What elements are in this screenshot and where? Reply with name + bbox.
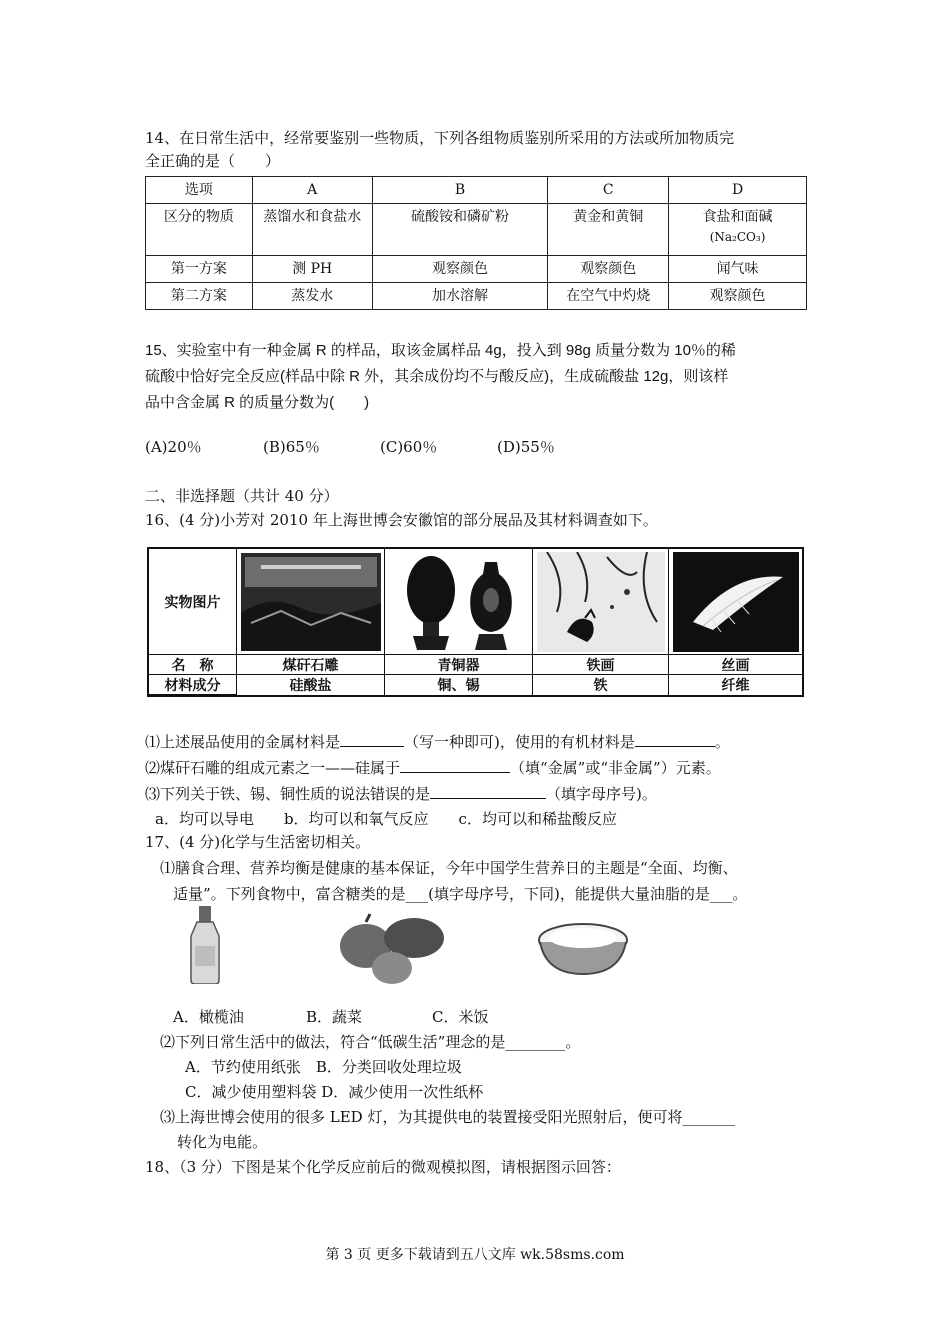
vegetables-image <box>336 910 448 988</box>
q17-intro: 17、(4 分)化学与生活密切相关。 <box>145 833 371 851</box>
table-cell: 硫酸铵和磷矿粉 <box>372 204 548 256</box>
q17-part2-options-2: C．减少使用塑料袋 D．减少使用一次性纸杯 <box>185 1083 484 1101</box>
row-label-name: 名 称 <box>149 655 237 675</box>
q16-part3-text-b: （填字母序号)。 <box>546 785 657 803</box>
table-cell: 第一方案 <box>146 256 253 283</box>
section-heading: 二、非选择题（共计 40 分） <box>145 487 339 505</box>
image-cell <box>385 549 533 655</box>
row-label-images: 实物图片 <box>149 549 237 655</box>
table-row <box>146 204 807 256</box>
q14-table <box>145 176 807 310</box>
table-row <box>146 256 807 283</box>
exhibit-name: 青铜器 <box>385 655 533 675</box>
table-header-cell: C <box>548 177 669 204</box>
q15-option-d: (D)55％ <box>497 438 555 456</box>
q15-line1: 15、实验室中有一种金属 R 的样品，取该金属样品 4g，投入到 98g 质量分数为 10％的稀 <box>145 342 736 359</box>
table-cell: 闻气味 <box>669 256 807 283</box>
exhibit-table <box>147 547 804 697</box>
exhibit-material: 硅酸盐 <box>237 675 385 695</box>
q15-option-b: (B)65％ <box>263 438 320 456</box>
silk-painting-image <box>673 552 799 652</box>
q16-part1-text-b: （写一种即可)，使用的有机材料是 <box>404 733 635 751</box>
exhibit-name: 丝画 <box>669 655 802 675</box>
food-option-c: C．米饭 <box>432 1008 489 1026</box>
table-cell: 蒸馏水和食盐水 <box>252 204 372 256</box>
page-footer: 第 3 页 更多下载请到五八文库 wk.58sms.com <box>325 1247 625 1263</box>
q14-line2: 全正确的是（ ） <box>145 152 281 170</box>
q16-part3 <box>145 783 657 805</box>
q14-line1: 14、在日常生活中，经常要鉴别一些物质，下列各组物质鉴别所采用的方法或所加物质完 <box>145 129 735 147</box>
image-cell <box>533 549 669 655</box>
q16-part2-text-b: （填“金属”或“非金属”）元素。 <box>510 759 721 777</box>
q17-part1-line1: ⑴膳食合理、营养均衡是健康的基本保证，今年中国学生营养日的主题是“全面、均衡、 <box>160 859 738 877</box>
q17-part3-line2: 转化为电能。 <box>177 1133 268 1151</box>
q17-part3-line1: ⑶上海世博会使用的很多 LED 灯，为其提供电的装置接受阳光照射后，便可将_______ <box>160 1108 735 1126</box>
coal-carving-image <box>241 553 381 651</box>
table-row <box>146 177 807 204</box>
food-option-a: A．橄榄油 <box>173 1008 244 1026</box>
table-cell: 第二方案 <box>146 283 253 310</box>
q16-intro: 16、(4 分)小芳对 2010 年上海世博会安徽馆的部分展品及其材料调查如下。 <box>145 511 658 529</box>
q17-part2-line: ⑵下列日常生活中的做法，符合“低碳生活”理念的是________。 <box>160 1033 581 1051</box>
iron-painting-image <box>537 552 665 652</box>
table-row <box>146 283 807 310</box>
q15-option-c: (C)60％ <box>380 438 438 456</box>
row-label-material: 材料成分 <box>149 675 237 695</box>
table-cell: 观察颜色 <box>669 283 807 310</box>
q16-part1-text-c: 。 <box>714 733 730 751</box>
exhibit-material: 纤维 <box>721 678 750 694</box>
exhibit-name: 铁画 <box>533 655 669 675</box>
table-header-cell: 选项 <box>146 177 253 204</box>
q16-part2 <box>145 757 721 779</box>
table-cell: 区分的物质 <box>146 204 253 256</box>
table-cell: 黄金和黄铜 <box>548 204 669 256</box>
image-cell <box>237 549 385 655</box>
d-substances: 食盐和面碱 <box>702 209 773 225</box>
answer-blank[interactable] <box>340 732 404 747</box>
table-header-cell: B <box>372 177 548 204</box>
table-cell: 在空气中灼烧 <box>548 283 669 310</box>
table-cell: 测 PH <box>252 256 372 283</box>
table-cell: 加水溶解 <box>372 283 548 310</box>
rice-bowl-image <box>536 918 630 978</box>
q17-part2-options-1: A．节约使用纸张 B．分类回收处理垃圾 <box>185 1058 462 1076</box>
d-formula: (Na₂CO₃) <box>709 230 766 244</box>
table-cell: 观察颜色 <box>548 256 669 283</box>
q16-part3-options: a．均可以导电 b．均可以和氧气反应 c．均可以和稀盐酸反应 <box>155 810 617 828</box>
answer-blank[interactable] <box>430 784 546 799</box>
answer-blank[interactable] <box>635 732 715 747</box>
food-option-b: B．蔬菜 <box>306 1008 363 1026</box>
exhibit-material: 铁 <box>533 675 669 695</box>
exhibit-material: 铜、锡 <box>385 675 533 695</box>
table-header-cell: A <box>252 177 372 204</box>
q17-part1-line2: 适量”。下列食物中，富含糖类的是___(填字母序号，下同)，能提供大量油脂的是___。 <box>173 885 748 903</box>
table-cell: 蒸发水 <box>252 283 372 310</box>
q16-part1-text-a: ⑴上述展品使用的金属材料是 <box>145 733 341 751</box>
bronze-ware-image <box>389 552 529 652</box>
q16-part3-text-a: ⑶下列关于铁、锡、铜性质的说法错误的是 <box>145 785 431 803</box>
olive-oil-bottle-image <box>185 906 225 984</box>
q15-line3: 品中含金属 R 的质量分数为( ) <box>145 394 370 411</box>
q15-option-a: (A)20％ <box>145 438 202 456</box>
answer-blank[interactable] <box>400 758 510 773</box>
q16-part2-text-a: ⑵煤矸石雕的组成元素之一——硅属于 <box>145 759 401 777</box>
image-cell <box>669 549 802 655</box>
exhibit-name: 煤矸石雕 <box>237 655 385 675</box>
q15-line2: 硫酸中恰好完全反应(样品中除 R 外，其余成份均不与酸反应)，生成硫酸盐 12g，则该样 <box>145 368 729 385</box>
table-header-cell: D <box>669 177 807 204</box>
table-cell: 观察颜色 <box>372 256 548 283</box>
q18-line: 18、（3 分）下图是某个化学反应前后的微观模拟图，请根据图示回答： <box>145 1158 621 1176</box>
table-cell <box>669 204 807 256</box>
q16-part1 <box>145 731 730 753</box>
